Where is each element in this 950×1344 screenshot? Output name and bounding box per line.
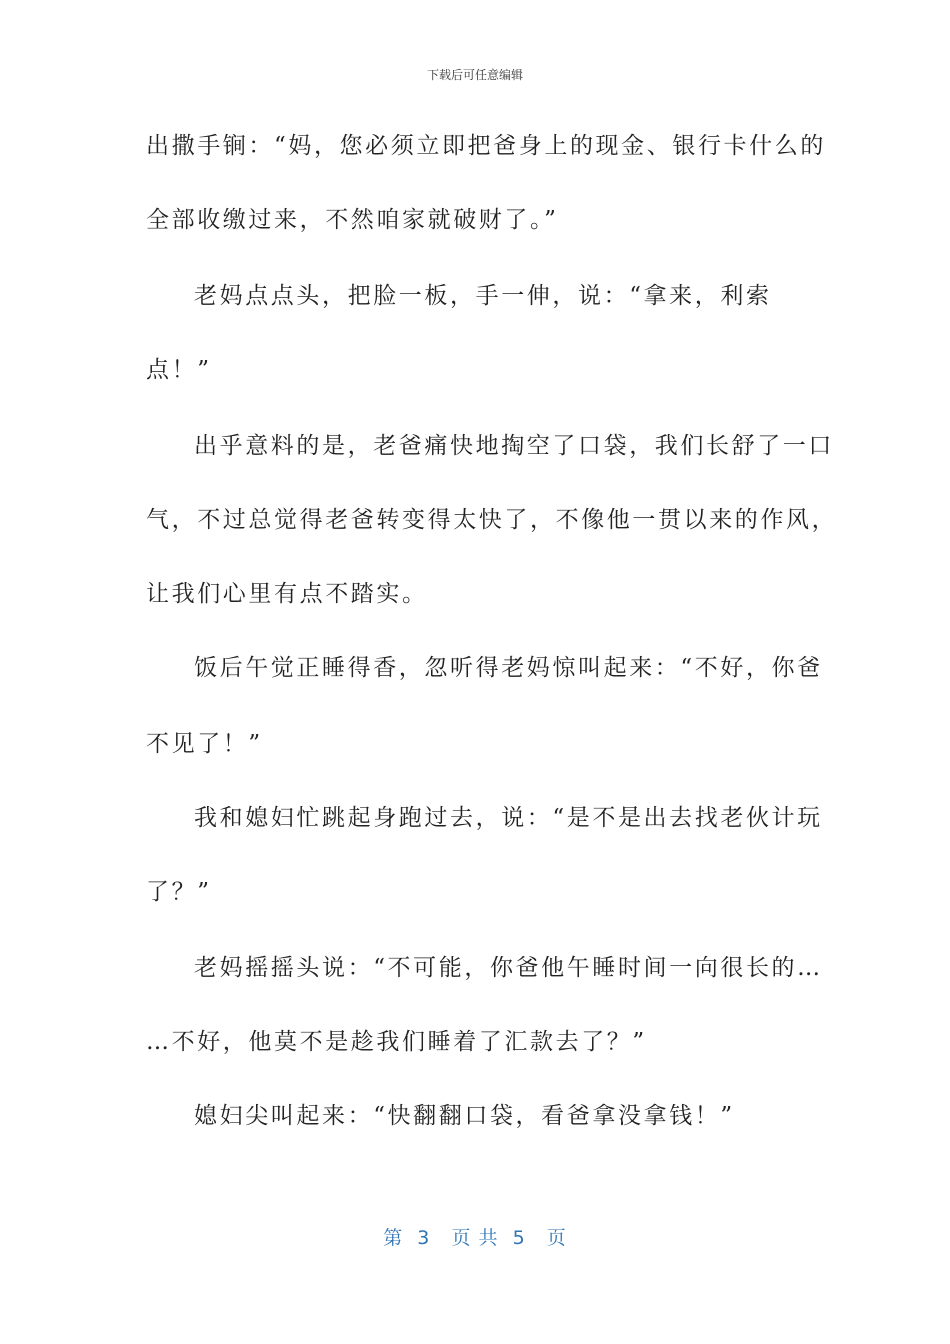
text-line: 让我们心里有点不踏实。 xyxy=(146,581,428,607)
paragraph-first-line: 老妈点点头，把脸一板，手一伸，说：“拿来，利索 xyxy=(194,283,772,309)
text-line: 了？” xyxy=(146,879,212,905)
text-line: 不见了！” xyxy=(146,731,263,757)
paragraph-first-line: 老妈摇摇头说：“不可能，你爸他午睡时间一向很长的… xyxy=(194,955,823,981)
paragraph-first-line: 饭后午觉正睡得香，忽听得老妈惊叫起来：“不好，你爸 xyxy=(194,655,823,681)
paragraph-first-line: 我和媳妇忙跳起身跑过去，说：“是不是出去找老伙计玩 xyxy=(194,805,823,831)
text-line: 点！” xyxy=(146,357,212,383)
text-line: 全部收缴过来，不然咱家就破财了。” xyxy=(146,207,559,233)
text-line: …不好，他莫不是趁我们睡着了汇款去了？” xyxy=(146,1029,647,1055)
text-line: 出撒手锏：“妈，您必须立即把爸身上的现金、银行卡什么的 xyxy=(146,133,826,159)
text-line: 气，不过总觉得老爸转变得太快了，不像他一贯以来的作风， xyxy=(146,507,838,533)
paragraph-first-line: 媳妇尖叫起来：“快翻翻口袋，看爸拿没拿钱！” xyxy=(194,1103,735,1129)
paragraph-first-line: 出乎意料的是，老爸痛快地掏空了口袋，我们长舒了一口 xyxy=(194,433,834,459)
page-header-note: 下载后可任意编辑 xyxy=(426,68,523,82)
page-number-footer: 第 3 页 共 5 页 xyxy=(383,1227,567,1249)
